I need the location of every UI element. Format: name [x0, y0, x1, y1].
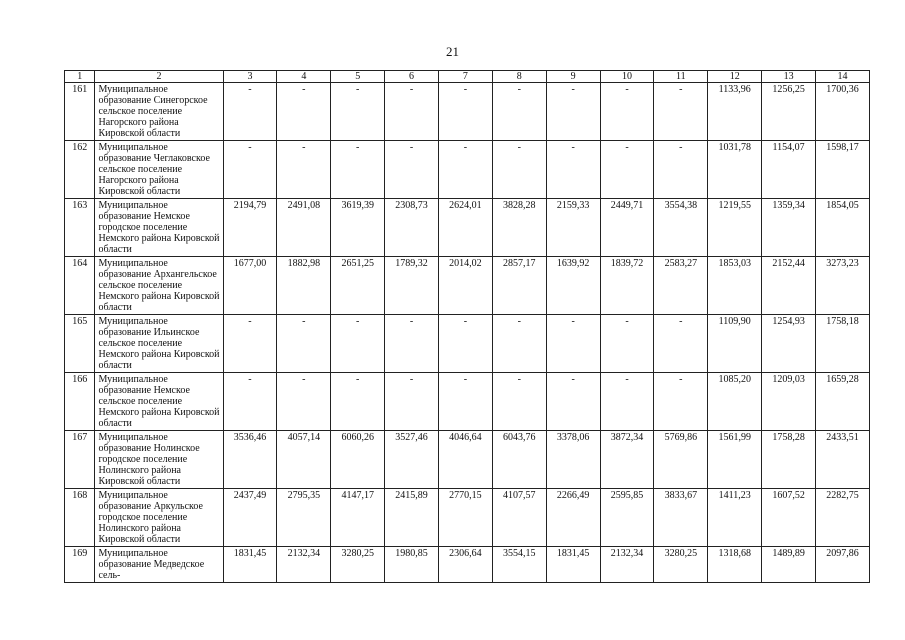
- value-cell-col-5: 4147,17: [331, 489, 385, 547]
- value-cell-col-14: 1659,28: [816, 373, 870, 431]
- value-cell-col-14: 1700,36: [816, 83, 870, 141]
- municipality-name: Муниципальное образование Аркульское городское поселение Нолинского района Кировской области: [95, 489, 223, 547]
- value-cell-col-10: -: [600, 315, 654, 373]
- value-cell-col-11: 3280,25: [654, 547, 708, 583]
- value-cell-col-4: -: [277, 315, 331, 373]
- value-cell-col-10: 2595,85: [600, 489, 654, 547]
- tariff-table: [64, 70, 870, 583]
- table-row: [65, 83, 870, 141]
- municipality-name: Муниципальное образование Синегорское сельское поселение Нагорского района Кировской области: [95, 83, 223, 141]
- value-cell-col-9: -: [546, 83, 600, 141]
- value-cell-col-10: -: [600, 141, 654, 199]
- value-cell-col-3: 1831,45: [223, 547, 277, 583]
- value-cell-col-4: 2795,35: [277, 489, 331, 547]
- value-cell-col-13: 1489,89: [762, 547, 816, 583]
- value-cell-col-12: 1109,90: [708, 315, 762, 373]
- column-header-6: 6: [385, 71, 439, 83]
- table-row: [65, 373, 870, 431]
- row-number: 169: [65, 547, 95, 583]
- value-cell-col-10: -: [600, 373, 654, 431]
- value-cell-col-8: 3554,15: [492, 547, 546, 583]
- value-cell-col-13: 2152,44: [762, 257, 816, 315]
- value-cell-col-13: 1209,03: [762, 373, 816, 431]
- value-cell-col-7: 2306,64: [438, 547, 492, 583]
- value-cell-col-7: 4046,64: [438, 431, 492, 489]
- column-header-12: 12: [708, 71, 762, 83]
- value-cell-col-5: -: [331, 373, 385, 431]
- value-cell-col-3: 1677,00: [223, 257, 277, 315]
- value-cell-col-5: -: [331, 141, 385, 199]
- column-header-1: 1: [65, 71, 95, 83]
- value-cell-col-5: 6060,26: [331, 431, 385, 489]
- value-cell-col-9: 2266,49: [546, 489, 600, 547]
- row-number: 163: [65, 199, 95, 257]
- value-cell-col-3: -: [223, 83, 277, 141]
- municipality-name: Муниципальное образование Чеглаковское сельское поселение Нагорского района Кировской области: [95, 141, 223, 199]
- value-cell-col-6: 1789,32: [385, 257, 439, 315]
- row-number: 165: [65, 315, 95, 373]
- table-body: [65, 83, 870, 583]
- value-cell-col-11: 2583,27: [654, 257, 708, 315]
- row-number: 164: [65, 257, 95, 315]
- value-cell-col-8: 3828,28: [492, 199, 546, 257]
- value-cell-col-12: 1411,23: [708, 489, 762, 547]
- value-cell-col-14: 2097,86: [816, 547, 870, 583]
- value-cell-col-4: 2132,34: [277, 547, 331, 583]
- value-cell-col-14: 1598,17: [816, 141, 870, 199]
- value-cell-col-10: 2449,71: [600, 199, 654, 257]
- municipality-name: Муниципальное образование Нолинское городское поселение Нолинского района Кировской области: [95, 431, 223, 489]
- row-number: 162: [65, 141, 95, 199]
- value-cell-col-10: -: [600, 83, 654, 141]
- value-cell-col-5: -: [331, 315, 385, 373]
- value-cell-col-11: 3833,67: [654, 489, 708, 547]
- value-cell-col-4: 1882,98: [277, 257, 331, 315]
- value-cell-col-11: 3554,38: [654, 199, 708, 257]
- value-cell-col-5: -: [331, 83, 385, 141]
- table-row: [65, 489, 870, 547]
- value-cell-col-4: 2491,08: [277, 199, 331, 257]
- value-cell-col-12: 1133,96: [708, 83, 762, 141]
- table-row: [65, 141, 870, 199]
- value-cell-col-3: 2437,49: [223, 489, 277, 547]
- row-number: 168: [65, 489, 95, 547]
- value-cell-col-13: 1359,34: [762, 199, 816, 257]
- value-cell-col-12: 1085,20: [708, 373, 762, 431]
- municipality-name: Муниципальное образование Немское сельское поселение Немского района Кировской области: [95, 373, 223, 431]
- page-number: 21: [446, 44, 459, 59]
- value-cell-col-13: 1154,07: [762, 141, 816, 199]
- column-header-3: 3: [223, 71, 277, 83]
- column-header-10: 10: [600, 71, 654, 83]
- value-cell-col-14: 3273,23: [816, 257, 870, 315]
- row-number: 166: [65, 373, 95, 431]
- column-header-9: 9: [546, 71, 600, 83]
- value-cell-col-11: -: [654, 373, 708, 431]
- value-cell-col-12: 1853,03: [708, 257, 762, 315]
- column-header-5: 5: [331, 71, 385, 83]
- value-cell-col-12: 1561,99: [708, 431, 762, 489]
- value-cell-col-13: 1254,93: [762, 315, 816, 373]
- municipality-name: Муниципальное образование Медведское сель-: [95, 547, 223, 583]
- value-cell-col-11: -: [654, 315, 708, 373]
- value-cell-col-3: -: [223, 315, 277, 373]
- value-cell-col-8: 2857,17: [492, 257, 546, 315]
- value-cell-col-12: 1031,78: [708, 141, 762, 199]
- value-cell-col-5: 2651,25: [331, 257, 385, 315]
- value-cell-col-11: 5769,86: [654, 431, 708, 489]
- value-cell-col-6: -: [385, 315, 439, 373]
- value-cell-col-5: 3280,25: [331, 547, 385, 583]
- value-cell-col-6: 1980,85: [385, 547, 439, 583]
- municipality-name: Муниципальное образование Немское городское поселение Немского района Кировской области: [95, 199, 223, 257]
- municipality-name: Муниципальное образование Ильинское сельское поселение Немского района Кировской области: [95, 315, 223, 373]
- value-cell-col-6: -: [385, 373, 439, 431]
- table-row: [65, 547, 870, 583]
- value-cell-col-8: -: [492, 315, 546, 373]
- value-cell-col-9: 1639,92: [546, 257, 600, 315]
- value-cell-col-9: 2159,33: [546, 199, 600, 257]
- table-row: [65, 257, 870, 315]
- row-number: 161: [65, 83, 95, 141]
- value-cell-col-7: 2014,02: [438, 257, 492, 315]
- column-header-2: 2: [95, 71, 223, 83]
- value-cell-col-3: 2194,79: [223, 199, 277, 257]
- value-cell-col-7: 2624,01: [438, 199, 492, 257]
- value-cell-col-10: 2132,34: [600, 547, 654, 583]
- value-cell-col-7: -: [438, 373, 492, 431]
- column-header-13: 13: [762, 71, 816, 83]
- value-cell-col-13: 1607,52: [762, 489, 816, 547]
- value-cell-col-13: 1256,25: [762, 83, 816, 141]
- value-cell-col-9: -: [546, 315, 600, 373]
- value-cell-col-3: -: [223, 141, 277, 199]
- value-cell-col-6: 3527,46: [385, 431, 439, 489]
- column-header-8: 8: [492, 71, 546, 83]
- table-row: [65, 431, 870, 489]
- value-cell-col-4: -: [277, 83, 331, 141]
- value-cell-col-8: -: [492, 141, 546, 199]
- column-header-11: 11: [654, 71, 708, 83]
- value-cell-col-14: 2433,51: [816, 431, 870, 489]
- row-number: 167: [65, 431, 95, 489]
- value-cell-col-14: 1854,05: [816, 199, 870, 257]
- value-cell-col-7: -: [438, 83, 492, 141]
- column-header-7: 7: [438, 71, 492, 83]
- value-cell-col-11: -: [654, 141, 708, 199]
- value-cell-col-6: -: [385, 141, 439, 199]
- value-cell-col-3: -: [223, 373, 277, 431]
- value-cell-col-9: -: [546, 373, 600, 431]
- value-cell-col-9: 3378,06: [546, 431, 600, 489]
- column-header-4: 4: [277, 71, 331, 83]
- municipality-name: Муниципальное образование Архангельское сельское поселение Немского района Кировской области: [95, 257, 223, 315]
- value-cell-col-12: 1219,55: [708, 199, 762, 257]
- value-cell-col-7: 2770,15: [438, 489, 492, 547]
- value-cell-col-7: -: [438, 315, 492, 373]
- value-cell-col-7: -: [438, 141, 492, 199]
- column-header-14: 14: [816, 71, 870, 83]
- value-cell-col-9: 1831,45: [546, 547, 600, 583]
- value-cell-col-6: -: [385, 83, 439, 141]
- value-cell-col-12: 1318,68: [708, 547, 762, 583]
- value-cell-col-9: -: [546, 141, 600, 199]
- table-row: [65, 199, 870, 257]
- value-cell-col-6: 2308,73: [385, 199, 439, 257]
- value-cell-col-6: 2415,89: [385, 489, 439, 547]
- value-cell-col-13: 1758,28: [762, 431, 816, 489]
- value-cell-col-10: 1839,72: [600, 257, 654, 315]
- value-cell-col-4: -: [277, 373, 331, 431]
- value-cell-col-8: 6043,76: [492, 431, 546, 489]
- value-cell-col-8: -: [492, 373, 546, 431]
- value-cell-col-10: 3872,34: [600, 431, 654, 489]
- header-row: [65, 71, 870, 83]
- value-cell-col-8: -: [492, 83, 546, 141]
- value-cell-col-14: 1758,18: [816, 315, 870, 373]
- value-cell-col-3: 3536,46: [223, 431, 277, 489]
- value-cell-col-8: 4107,57: [492, 489, 546, 547]
- table-row: [65, 315, 870, 373]
- value-cell-col-11: -: [654, 83, 708, 141]
- value-cell-col-4: -: [277, 141, 331, 199]
- value-cell-col-14: 2282,75: [816, 489, 870, 547]
- value-cell-col-5: 3619,39: [331, 199, 385, 257]
- value-cell-col-4: 4057,14: [277, 431, 331, 489]
